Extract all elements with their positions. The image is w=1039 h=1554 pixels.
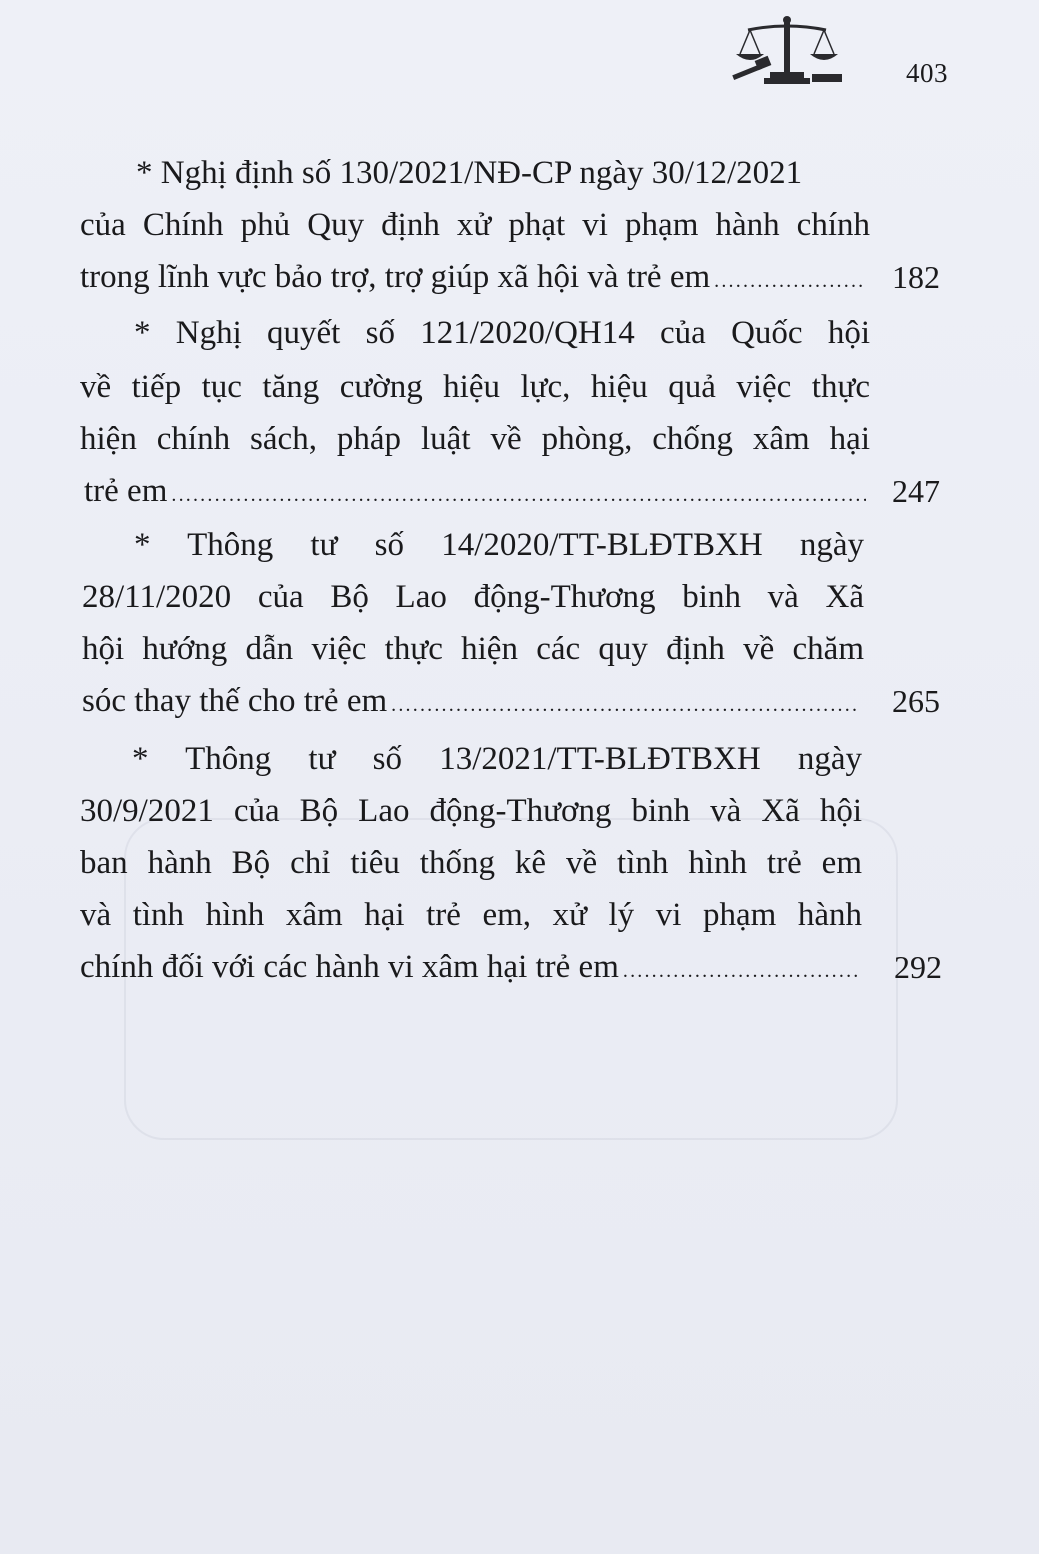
toc-line: 28/11/2020 của Bộ Lao động-Thương binh và Xã (82, 579, 864, 615)
toc-line: 30/9/2021 của Bộ Lao động-Thương binh và Xã hội (80, 793, 862, 829)
toc-line: ban hành Bộ chỉ tiêu thống kê về tình hình trẻ em (80, 845, 862, 881)
scales-of-justice-gavel-icon (726, 14, 848, 88)
toc-line: trẻ em (84, 473, 168, 509)
toc-line: của Chính phủ Quy định xử phạt vi phạm hành chính (80, 207, 870, 243)
toc-line-last (80, 942, 942, 992)
toc-page-number: 265 (892, 683, 940, 719)
toc-line-last (80, 252, 940, 302)
leader-dots (714, 252, 866, 306)
toc-line: * Thông tư số 13/2021/TT-BLĐTBXH ngày (132, 741, 862, 777)
page-number: 403 (906, 58, 948, 88)
toc-line: * Nghị định số 130/2021/NĐ-CP ngày 30/12/2021 (136, 155, 803, 191)
toc-line: * Nghị quyết số 121/2020/QH14 của Quốc hội (134, 315, 870, 351)
leader-dots (623, 942, 858, 996)
toc-line: về tiếp tục tăng cường hiệu lực, hiệu quả việc thực (80, 369, 870, 405)
toc-page-number: 182 (892, 259, 940, 295)
toc-line: chính đối với các hành vi xâm hại trẻ em (80, 949, 619, 985)
toc-line: hội hướng dẫn việc thực hiện các quy định về chăm (82, 631, 864, 667)
toc-line: và tình hình xâm hại trẻ em, xử lý vi phạm hành (80, 897, 862, 933)
toc-line: hiện chính sách, pháp luật về phòng, chống xâm hại (80, 421, 870, 457)
toc-line: trong lĩnh vực bảo trợ, trợ giúp xã hội và trẻ em (80, 259, 711, 295)
toc-page-number: 247 (892, 473, 940, 509)
toc-line-last (82, 676, 940, 726)
toc-line: sóc thay thế cho trẻ em (82, 683, 388, 719)
leader-dots (391, 676, 860, 730)
toc-line-last (84, 466, 940, 516)
leader-dots (171, 466, 866, 520)
toc-line: * Thông tư số 14/2020/TT-BLĐTBXH ngày (134, 527, 864, 563)
toc-page-number: 292 (894, 949, 942, 985)
